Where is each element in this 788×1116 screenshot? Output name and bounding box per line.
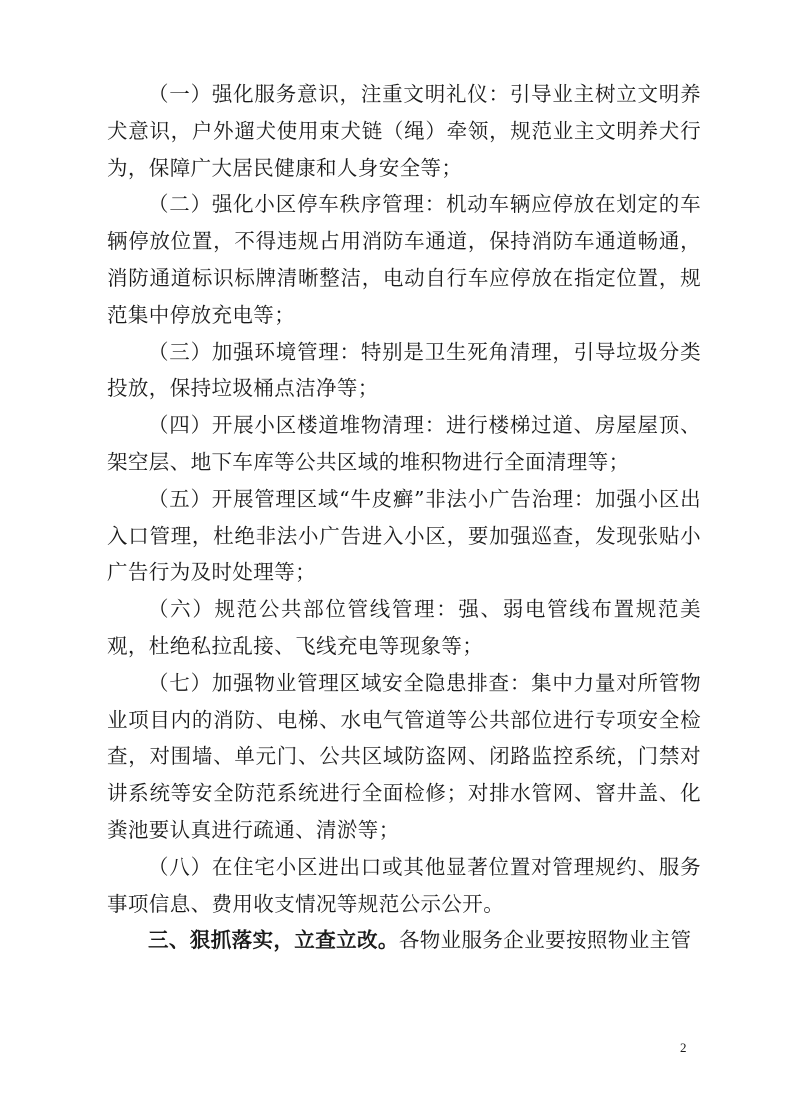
page-number: 2 — [680, 1040, 687, 1055]
paragraph-1: （一）强化服务意识，注重文明礼仪：引导业主树立文明养犬意识，户外遛犬使用束犬链（绳）牵领，规范业主文明养犬行为，保障广大居民健康和人身安全等； — [107, 82, 701, 180]
paragraph-7: （七）加强物业管理区域安全隐患排查：集中力量对所管物业项目内的消防、电梯、水电气管道等公共部位进行专项安全检查，对围墙、单元门、公共区域防盗网、闭路监控系统，门禁对讲系统等安全防范系统进行全面检修；对排水管网、窨井盖、化粪池要认真进行疏通、清淤等； — [107, 670, 701, 842]
section-three-text: 各物业服务企业要按照物业主管 — [398, 928, 692, 953]
paragraph-6: （六）规范公共部位管线管理：强、弱电管线布置规范美观，杜绝私拉乱接、飞线充电等现象等； — [107, 597, 701, 658]
document-body — [107, 76, 701, 959]
paragraph-2: （二）强化小区停车秩序管理：机动车辆应停放在划定的车辆停放位置，不得违规占用消防车通道，保持消防车通道畅通，消防通道标识标牌清晰整洁，电动自行车应停放在指定位置，规范集中停放充电等； — [107, 192, 701, 327]
section-three-heading: 三、狠抓落实，立查立改。 — [148, 928, 399, 953]
paragraph-8: （八）在住宅小区进出口或其他显著位置对管理规约、服务事项信息、费用收支情况等规范公示公开。 — [107, 854, 701, 916]
section-three-paragraph — [107, 922, 701, 959]
paragraph-5: （五）开展管理区域“牛皮癣”非法小广告治理：加强小区出入口管理，杜绝非法小广告进入小区，要加强巡查，发现张贴小广告行为及时处理等； — [107, 486, 701, 585]
paragraph-4: （四）开展小区楼道堆物清理：进行楼梯过道、房屋屋顶、架空层、地下车库等公共区域的堆积物进行全面清理等； — [107, 413, 701, 474]
paragraph-3: （三）加强环境管理：特别是卫生死角清理，引导垃圾分类投放，保持垃圾桶点洁净等； — [107, 339, 701, 401]
